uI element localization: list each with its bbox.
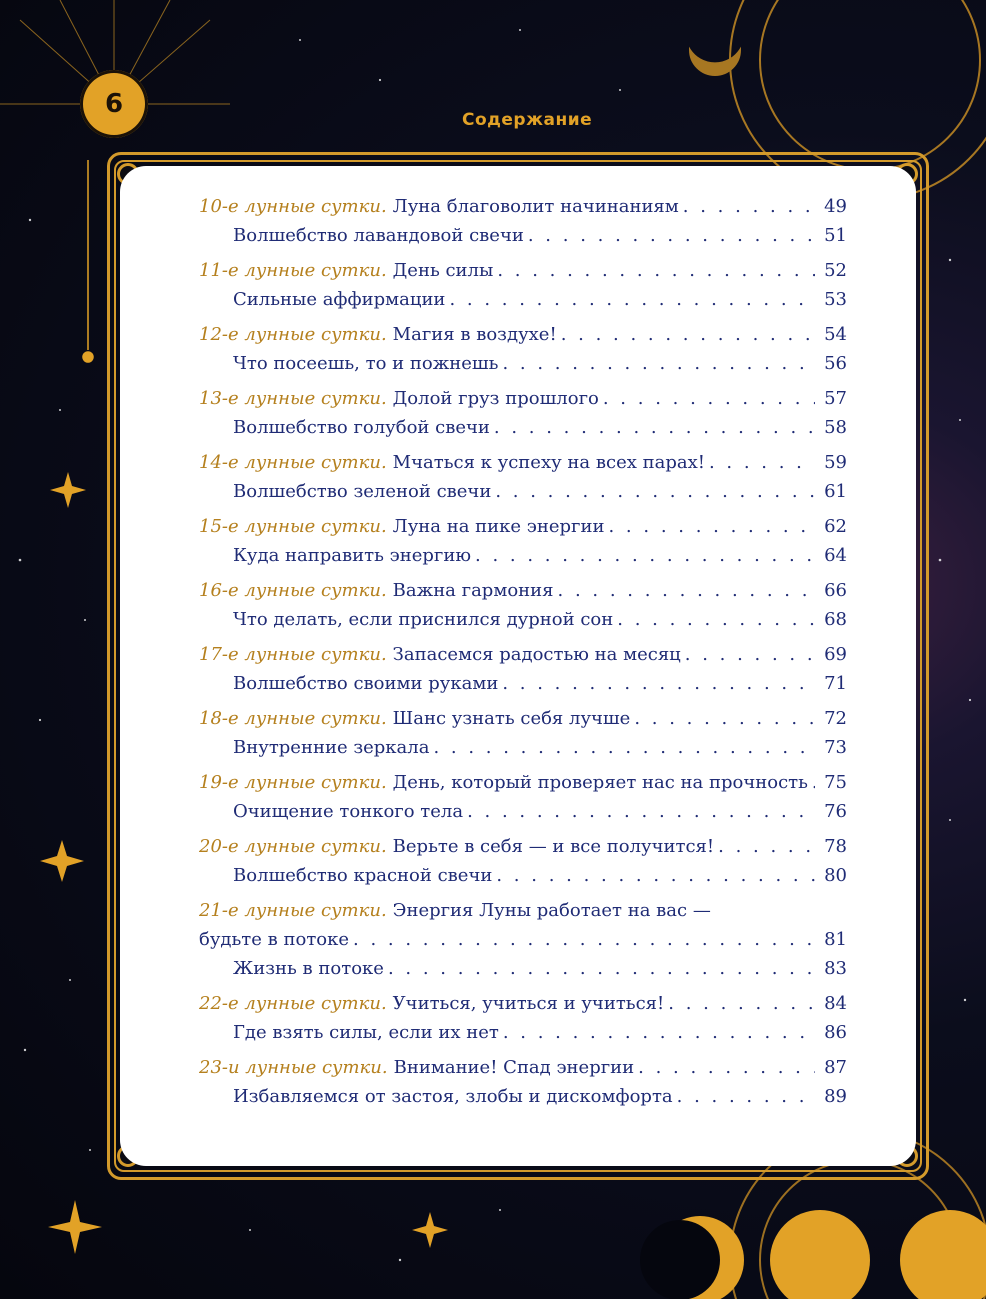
- toc-entry-title: Мчаться к успеху на всех парах!: [392, 452, 705, 473]
- toc-subentry-row[interactable]: [199, 1086, 847, 1115]
- toc-leader-dots: [433, 737, 815, 758]
- toc-chapter-prefix: 22-е лунные сутки.: [199, 993, 387, 1014]
- toc-chapter-prefix: 21-е лунные сутки.: [199, 900, 387, 921]
- toc-page-number: 78: [824, 836, 847, 857]
- toc-entry-title: Избавляемся от застоя, злобы и дискомфорта: [233, 1086, 673, 1107]
- toc-leader-dots: [503, 1022, 815, 1043]
- toc-subentry-row[interactable]: [199, 673, 847, 702]
- toc-entry-title: Где взять силы, если их нет: [233, 1022, 499, 1043]
- toc-entry-title: Сильные аффирмации: [233, 289, 446, 310]
- toc-chapter-prefix: 18-е лунные сутки.: [199, 708, 387, 729]
- toc-chapter-prefix: 10-е лунные сутки.: [199, 196, 387, 217]
- toc-leader-dots: [634, 708, 815, 729]
- toc-chapter-row[interactable]: [199, 196, 847, 225]
- toc-chapter-row[interactable]: [199, 260, 847, 289]
- toc-leader-dots: [496, 865, 815, 886]
- toc-entry-title: Волшебство красной свечи: [233, 865, 493, 886]
- toc-entry-title: Что посеешь, то и пожнешь: [233, 353, 499, 374]
- toc-entry-title: Долой груз прошлого: [392, 388, 599, 409]
- toc-entry-title: Луна благоволит начинаниям: [392, 196, 679, 217]
- toc-chapter-row[interactable]: [199, 772, 847, 801]
- toc-leader-dots: [558, 580, 815, 601]
- toc-entry-title: Шанс узнать себя лучше: [392, 708, 631, 729]
- page-number-badge: [80, 70, 148, 138]
- toc-chapter-prefix: 17-е лунные сутки.: [199, 644, 387, 665]
- toc-page-number: 71: [824, 673, 847, 694]
- toc-leader-dots: [668, 993, 815, 1014]
- page-number: 6: [104, 89, 124, 119]
- toc-page-number: 75: [824, 772, 847, 793]
- toc-page-number: 76: [824, 801, 847, 822]
- toc-subentry-row[interactable]: [199, 545, 847, 574]
- toc-subentry-row[interactable]: [199, 737, 847, 766]
- table-of-contents: [199, 196, 847, 1115]
- toc-leader-dots: [467, 801, 815, 822]
- toc-chapter-prefix: 14-е лунные сутки.: [199, 452, 387, 473]
- toc-page-number: 89: [824, 1086, 847, 1107]
- toc-page-number: 80: [824, 865, 847, 886]
- toc-chapter-row[interactable]: [199, 580, 847, 609]
- toc-page-number: 61: [824, 481, 847, 502]
- toc-chapter-prefix: 12-е лунные сутки.: [199, 324, 387, 345]
- toc-page-number: 68: [824, 609, 847, 630]
- toc-entry-title: Жизнь в потоке: [233, 958, 384, 979]
- toc-entry-title: Учиться, учиться и учиться!: [392, 993, 665, 1014]
- toc-leader-dots: [475, 545, 815, 566]
- toc-entry-title: Запасемся радостью на месяц: [392, 644, 681, 665]
- toc-subentry-row[interactable]: [199, 353, 847, 382]
- toc-page-number: 73: [824, 737, 847, 758]
- toc-entry-title: Важна гармония: [392, 580, 554, 601]
- toc-page-number: 49: [824, 196, 847, 217]
- toc-page-number: 64: [824, 545, 847, 566]
- toc-leader-dots: [718, 836, 815, 857]
- toc-subentry-row[interactable]: [199, 865, 847, 894]
- toc-subentry-row[interactable]: [199, 417, 847, 446]
- toc-page-number: 66: [824, 580, 847, 601]
- toc-page-number: 72: [824, 708, 847, 729]
- toc-entry-title: Волшебство зеленой свечи: [233, 481, 492, 502]
- toc-leader-dots: [494, 417, 815, 438]
- toc-subentry-row[interactable]: [199, 481, 847, 510]
- toc-subentry-row[interactable]: [199, 609, 847, 638]
- toc-entry-title: Куда направить энергию: [233, 545, 471, 566]
- toc-leader-dots: [709, 452, 815, 473]
- toc-leader-dots: [353, 929, 815, 950]
- toc-chapter-row[interactable]: [199, 993, 847, 1022]
- toc-entry-title: Что делать, если приснился дурной сон: [233, 609, 614, 630]
- toc-chapter-prefix: 20-е лунные сутки.: [199, 836, 387, 857]
- toc-page-number: 52: [824, 260, 847, 281]
- toc-chapter-row[interactable]: [199, 836, 847, 865]
- toc-chapter-prefix: 15-е лунные сутки.: [199, 516, 387, 537]
- toc-chapter-prefix: 13-е лунные сутки.: [199, 388, 387, 409]
- toc-leader-dots: [388, 958, 815, 979]
- toc-chapter-row[interactable]: [199, 388, 847, 417]
- toc-page-number: 69: [824, 644, 847, 665]
- toc-entry-title: Волшебство своими руками: [233, 673, 499, 694]
- toc-leader-dots: [495, 481, 815, 502]
- toc-page-number: 86: [824, 1022, 847, 1043]
- toc-entry-title: День силы: [392, 260, 494, 281]
- toc-leader-dots: [449, 289, 815, 310]
- toc-entry-title-continuation: будьте в потоке: [199, 929, 350, 950]
- toc-leader-dots: [617, 609, 815, 630]
- toc-entry-title: Внутренние зеркала: [233, 737, 430, 758]
- toc-leader-dots: [502, 673, 815, 694]
- toc-leader-dots: [685, 644, 815, 665]
- header-title: Содержание: [462, 110, 593, 130]
- toc-chapter-prefix: 19-е лунные сутки.: [199, 772, 387, 793]
- toc-page-number: 62: [824, 516, 847, 537]
- toc-leader-dots: [502, 353, 815, 374]
- toc-entry-title: Внимание! Спад энергии: [393, 1057, 635, 1078]
- toc-entry-title: Волшебство лавандовой свечи: [233, 225, 524, 246]
- toc-chapter-row[interactable]: [199, 324, 847, 353]
- toc-chapter-row[interactable]: [199, 516, 847, 545]
- toc-leader-dots: [608, 516, 815, 537]
- toc-chapter-row[interactable]: [199, 1057, 847, 1086]
- toc-chapter-row[interactable]: [199, 452, 847, 481]
- toc-leader-dots: [561, 324, 815, 345]
- toc-leader-dots: [812, 772, 815, 793]
- toc-entry-title: Очищение тонкого тела: [233, 801, 464, 822]
- toc-page-number: 51: [824, 225, 847, 246]
- toc-page-number: 59: [824, 452, 847, 473]
- toc-chapter-row[interactable]: [199, 900, 847, 929]
- toc-page-number: 53: [824, 289, 847, 310]
- toc-entry-title: Энергия Луны работает на вас —: [392, 900, 711, 921]
- toc-page-number: 83: [824, 958, 847, 979]
- toc-entry-title: Волшебство голубой свечи: [233, 417, 490, 438]
- toc-leader-dots: [528, 225, 815, 246]
- toc-page-number: 81: [824, 929, 847, 950]
- toc-subentry-row[interactable]: [199, 289, 847, 318]
- toc-entry-title: Магия в воздухе!: [392, 324, 557, 345]
- toc-leader-dots: [683, 196, 815, 217]
- toc-subentry-row[interactable]: [199, 801, 847, 830]
- toc-subentry-row[interactable]: [199, 225, 847, 254]
- toc-entry-title: Луна на пике энергии: [392, 516, 605, 537]
- toc-page-number: 87: [824, 1057, 847, 1078]
- toc-page-number: 56: [824, 353, 847, 374]
- toc-leader-dots: [638, 1057, 815, 1078]
- toc-subentry-row[interactable]: [199, 1022, 847, 1051]
- toc-chapter-prefix: 16-е лунные сутки.: [199, 580, 387, 601]
- toc-page-number: 84: [824, 993, 847, 1014]
- toc-chapter-prefix: 11-е лунные сутки.: [199, 260, 387, 281]
- toc-leader-dots: [603, 388, 815, 409]
- toc-page-number: 57: [824, 388, 847, 409]
- toc-chapter-row[interactable]: [199, 644, 847, 673]
- toc-chapter-prefix: 23-и лунные сутки.: [199, 1057, 388, 1078]
- toc-page-number: 54: [824, 324, 847, 345]
- toc-page-number: 58: [824, 417, 847, 438]
- toc-entry-title: День, который проверяет нас на прочность: [392, 772, 808, 793]
- toc-chapter-row[interactable]: [199, 708, 847, 737]
- toc-leader-dots: [497, 260, 815, 281]
- toc-entry-title: Верьте в себя — и все получится!: [392, 836, 715, 857]
- toc-leader-dots: [677, 1086, 815, 1107]
- toc-chapter-row-continuation[interactable]: [199, 929, 847, 958]
- toc-subentry-row[interactable]: [199, 958, 847, 987]
